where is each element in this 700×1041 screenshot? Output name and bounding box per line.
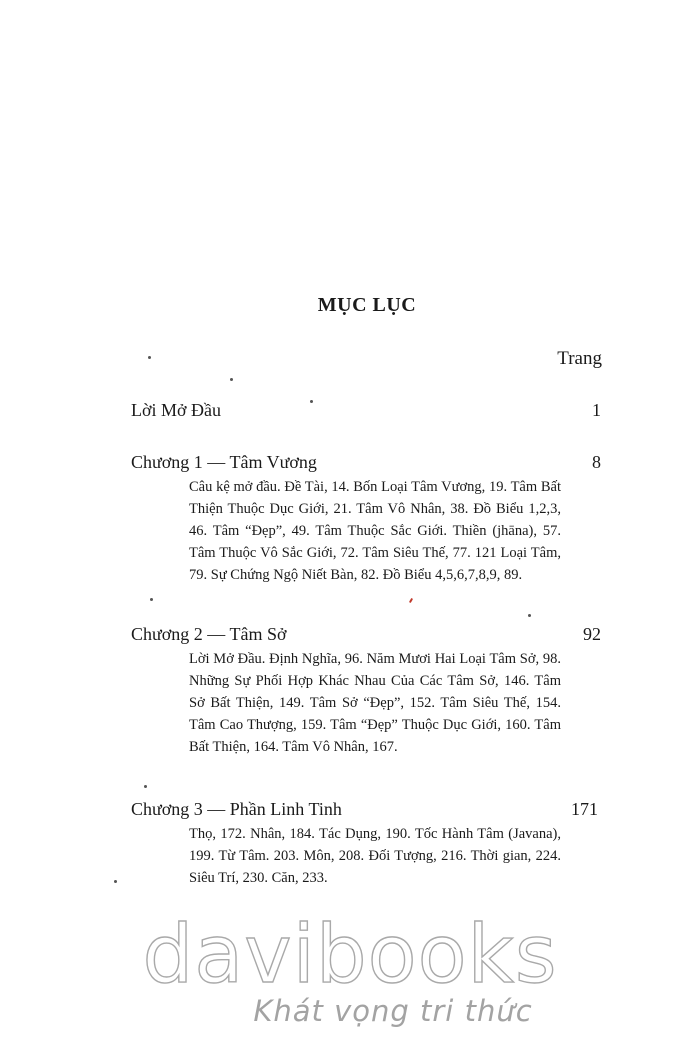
toc-entry-details: Câu kệ mở đầu. Đề Tài, 14. Bốn Loại Tâm Vương, 19. Tâm Bất Thiện Thuộc Dục Giới, 21. Tâm Vô Nhân, 38. Đồ Biểu 1,2,3, 46. Tâm “Đẹp”, 49. Tâm Thuộc Sắc Giới. Thiền (jhāna), 57. Tâm Thuộc Vô Sắc Giới, 72. Tâm Siêu Thế, 77. 121 Loại Tâm, 79. Sự Chứng Ngộ Niết Bàn, 82. Đồ Biểu 4,5,6,7,8,9, 89.	[189, 479, 561, 583]
toc-entry-chapter-2[interactable]	[131, 622, 601, 758]
toc-entry-heading: Chương 1 — Tâm Vương	[131, 452, 317, 472]
scan-speck	[150, 598, 153, 601]
scan-speck	[230, 378, 233, 381]
scan-speck	[528, 614, 531, 617]
toc-entry-page: 92	[583, 624, 601, 644]
toc-entry-page: 171	[571, 799, 598, 819]
toc-entry-chapter-1[interactable]	[131, 450, 601, 586]
toc-entry-page: 8	[592, 452, 601, 472]
page-title: MỤC LỤC	[317, 294, 417, 316]
toc-entry-details: Thọ, 172. Nhân, 184. Tác Dụng, 190. Tốc Hành Tâm (Javana), 199. Từ Tâm. 203. Môn, 208. Đối Tượng, 216. Thời gian, 224. Siêu Trí, 230. Căn, 233.	[189, 826, 561, 886]
toc-entry-chapter-3[interactable]	[131, 797, 598, 889]
scan-speck	[144, 785, 147, 788]
scan-speck	[310, 400, 313, 403]
watermark-brand: davibooks	[142, 908, 558, 1001]
toc-entry-intro[interactable]	[131, 398, 601, 422]
toc-entry-heading: Lời Mở Đầu	[131, 400, 222, 420]
toc-entry-details: Lời Mở Đầu. Định Nghĩa, 96. Năm Mươi Hai Loại Tâm Sở, 98. Những Sự Phối Hợp Khác Nhau Của Các Tâm Sở, 146. Tâm Sở Bất Thiện, 149. Tâm Sở “Đẹp”, 152. Tâm Siêu Thế, 154. Tâm Cao Thượng, 159. Tâm “Đẹp” Thuộc Dục Giới, 160. Tâm Bất Thiện, 164. Tâm Vô Nhân, 167.	[189, 651, 561, 755]
watermark-tagline: Khát vọng tri thức	[253, 994, 533, 1028]
scan-speck	[409, 598, 413, 603]
toc-entry-heading: Chương 3 — Phần Linh Tinh	[131, 799, 342, 819]
publisher-watermark	[0, 910, 700, 1028]
scan-speck	[148, 356, 151, 359]
scan-speck	[114, 880, 117, 883]
toc-entry-heading: Chương 2 — Tâm Sở	[131, 624, 287, 644]
page-column-label: Trang	[557, 348, 602, 369]
toc-entry-page: 1	[592, 400, 601, 420]
